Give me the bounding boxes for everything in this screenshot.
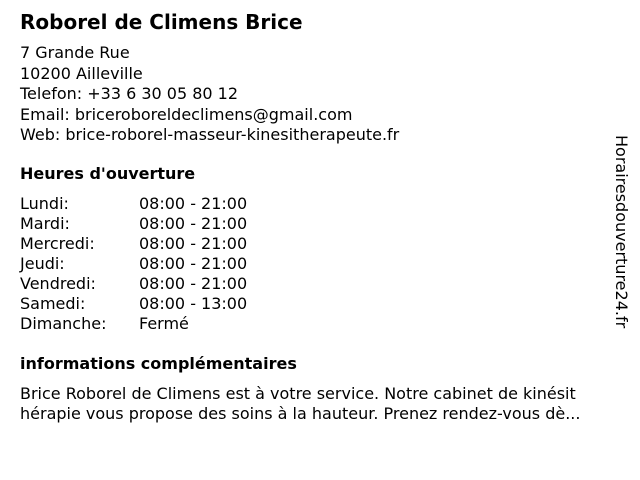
time-value: 08:00 - 13:00 [139,294,248,313]
info-line: hérapie vous propose des soins à la hauteur. Prenez rendez-vous dè... [20,404,581,423]
opening-hours-heading: Heures d'ouverture [20,164,196,183]
day-label: Dimanche: [20,314,107,333]
time-value: 08:00 - 21:00 [139,214,248,233]
website-line: Web: brice-roborel-masseur-kinesitherapeute.fr [20,125,400,144]
time-value: 08:00 - 21:00 [139,274,248,293]
phone-line: Telefon: +33 6 30 05 80 12 [20,84,239,103]
business-name: Roborel de Climens Brice [20,10,303,34]
day-label: Vendredi: [20,274,96,293]
day-label: Jeudi: [20,254,65,273]
day-label: Mardi: [20,214,70,233]
email-line: Email: briceroboreldeclimens@gmail.com [20,104,353,124]
time-value: 08:00 - 21:00 [139,234,248,253]
day-label: Lundi: [20,194,69,213]
address-street: 7 Grande Rue [20,43,130,62]
info-line: Brice Roborel de Climens est à votre service. Notre cabinet de kinésit [20,384,576,403]
time-value: 08:00 - 21:00 [139,254,248,273]
time-value: 08:00 - 21:00 [139,194,248,213]
additional-info-heading: informations complémentaires [20,354,297,373]
day-label: Samedi: [20,294,86,313]
contact-block [20,43,399,146]
time-value: Fermé [139,314,189,333]
address-city: 10200 Ailleville [20,63,143,83]
additional-info-text [20,384,635,424]
site-watermark-label: Horairesdouverture24.fr [612,135,631,329]
day-label: Mercredi: [20,234,95,253]
